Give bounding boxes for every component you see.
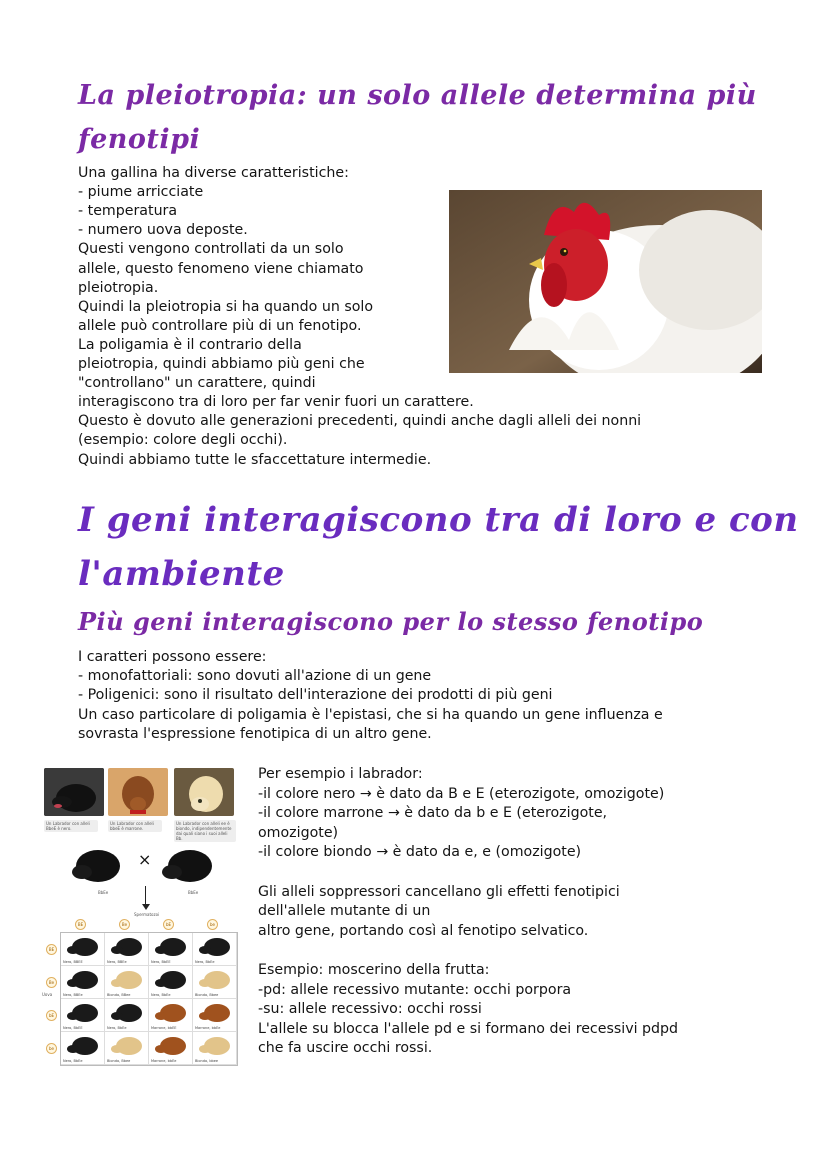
- s1-lines-line: Quindi la pleiotropia si ha quando un solo: [78, 298, 374, 315]
- section2-title-line2: l'ambiente: [78, 554, 285, 594]
- s1-lines-line: Una gallina ha diverse caratteristiche:: [78, 165, 349, 181]
- section2-title-line1: I geni interagiscono tra di loro e con: [78, 500, 799, 540]
- punnett-cell-label: Biondo, bbee: [195, 1059, 219, 1063]
- ex-lines-line: Esempio: moscerino della frutta:: [258, 962, 490, 978]
- dog-silhouette-icon: [61, 1032, 105, 1058]
- s2-lines-line: - monofattoriali: sono dovuti all'azione di un gene: [78, 668, 432, 685]
- s1-lines-line: allele può controllare più di un fenotipo.: [78, 317, 362, 334]
- ex-lines-line: che fa uscire occhi rossi.: [258, 1040, 433, 1057]
- s1-lines-line: Quindi abbiamo tutte le sfaccettature intermedie.: [78, 451, 432, 468]
- punnett-cell: [61, 933, 105, 966]
- cross-symbol: ×: [138, 850, 152, 869]
- s1-lines-line: - piume arricciate: [78, 184, 204, 201]
- s1-lines-line: Questi vengono controllati da un solo: [78, 241, 344, 258]
- ex-lines-line: -il colore biondo → è dato da e, e (omozigote): [258, 844, 582, 861]
- dog-silhouette-icon: [105, 999, 149, 1025]
- dog-silhouette-icon: [61, 966, 105, 992]
- gamete-top: be: [207, 919, 218, 930]
- punnett-cell: [105, 933, 149, 966]
- s1-lines-line: Questo è dovuto alle generazioni precedenti, quindi anche dagli alleli dei nonni: [78, 413, 642, 430]
- dog-silhouette-icon: [149, 966, 193, 992]
- punnett-cell: [149, 966, 193, 999]
- punnett-cell: [193, 999, 237, 1032]
- parent-dog-left: [72, 846, 122, 888]
- ex-lines-line: -su: allele recessivo: occhi rossi: [258, 1001, 482, 1018]
- dog-silhouette-icon: [193, 1032, 237, 1058]
- punnett-cell: [105, 999, 149, 1032]
- dog-silhouette-icon: [193, 933, 237, 959]
- caption-blond: Un Labrador con alleli ee è biondo, indipendentemente dai quali siano i suoi alleli Bb.: [174, 820, 236, 842]
- s1-lines-line: pleiotropia.: [78, 279, 159, 296]
- s2-lines-line: sovrasta l'espressione fenotipica di un altro gene.: [78, 725, 432, 742]
- punnett-cell: [105, 1032, 149, 1065]
- parent-dog-right: [160, 846, 216, 888]
- punnett-cell-label: Nero, BBEe: [63, 993, 83, 997]
- punnett-cell-label: Nero, BbEe: [195, 960, 215, 964]
- cross-arrow: [145, 886, 146, 906]
- dog-silhouette-icon: [105, 1032, 149, 1058]
- punnett-cell: [61, 1032, 105, 1065]
- dog-silhouette-icon: [61, 933, 105, 959]
- ova-label: Uova: [42, 992, 53, 997]
- punnett-cell: [61, 999, 105, 1032]
- section1-title-line1: La pleiotropia: un solo allele determina più: [78, 80, 757, 111]
- punnett-cell-label: Nero, BbEe: [107, 1026, 127, 1030]
- gamete-left: Be: [46, 977, 57, 988]
- gamete-top: bE: [163, 919, 174, 930]
- s1-lines-line: allele, questo fenomeno viene chiamato: [78, 260, 364, 277]
- ex-lines-line: -il colore marrone → è dato da b e E (eterozigote,: [258, 805, 608, 822]
- caption-black: Un Labrador con alleli BbeE è nero.: [44, 820, 98, 832]
- dog-silhouette-icon: [61, 999, 105, 1025]
- s1-lines-line: pleiotropia, quindi abbiamo più geni che: [78, 356, 365, 372]
- punnett-cell: [193, 966, 237, 999]
- s1-lines-line: - numero uova deposte.: [78, 222, 248, 239]
- s1-lines-line: interagiscono tra di loro per far venir fuori un carattere.: [78, 394, 474, 411]
- black-labrador-photo: [44, 768, 104, 816]
- punnett-cell-label: Nero, BBEE: [63, 960, 83, 964]
- punnett-cell-label: Marrone, bbEe: [151, 1059, 177, 1063]
- gametes-label: Spermatozoi: [134, 912, 160, 917]
- gamete-top: BE: [75, 919, 86, 930]
- s1-lines-line: La poligamia è il contrario della: [78, 336, 302, 353]
- dog-silhouette-icon: [149, 1032, 193, 1058]
- s1-lines-line: - temperatura: [78, 203, 178, 220]
- punnett-cell: [193, 933, 237, 966]
- punnett-cell: [149, 999, 193, 1032]
- punnett-cell-label: Biondo, BBee: [107, 993, 131, 997]
- dog-silhouette-icon: [149, 933, 193, 959]
- gamete-left: bE: [46, 1010, 57, 1021]
- punnett-cell: [61, 966, 105, 999]
- arrow-head: [142, 904, 150, 910]
- punnett-cell-label: Marrone, bbEE: [151, 1026, 177, 1030]
- section2-subtitle: Più geni interagiscono per lo stesso fenotipo: [78, 607, 704, 636]
- labrador-figure: [42, 764, 238, 1064]
- dog-silhouette-icon: [149, 999, 193, 1025]
- s1-lines-line: (esempio: colore degli occhi).: [78, 432, 288, 449]
- ex-lines-line: dell'allele mutante di un: [258, 903, 431, 920]
- section1-title-line2: fenotipi: [78, 124, 201, 155]
- rooster-image: [449, 190, 762, 373]
- dog-silhouette-icon: [105, 966, 149, 992]
- ex-lines-line: omozigote): [258, 824, 339, 841]
- punnett-cell-label: Nero, BbEE: [63, 1026, 83, 1030]
- dog-silhouette-icon: [193, 966, 237, 992]
- punnett-cell: [149, 1032, 193, 1065]
- parent-label-left: BbEe: [98, 890, 109, 895]
- punnett-cell-label: Marrone, bbEe: [195, 1026, 221, 1030]
- punnett-cell: [149, 933, 193, 966]
- ex-lines-line: Gli alleli soppressori cancellano gli effetti fenotipici: [258, 883, 620, 900]
- ex-lines-line: L'allele su blocca l'allele pd e si formano dei recessivi pdpd: [258, 1020, 679, 1037]
- parent-label-right: BbEe: [188, 890, 199, 895]
- punnett-cell-label: Biondo, Bbee: [107, 1059, 131, 1063]
- gamete-left: be: [46, 1043, 57, 1054]
- punnett-cell: [193, 1032, 237, 1065]
- gamete-left: BE: [46, 944, 57, 955]
- s1-lines-line: "controllano" un carattere, quindi: [78, 375, 316, 392]
- s2-lines-line: Un caso particolare di poligamia è l'epistasi, che si ha quando un gene influenza e: [78, 706, 663, 723]
- punnett-cell-label: Nero, BBEe: [107, 960, 127, 964]
- gamete-top: Be: [119, 919, 130, 930]
- ex-lines-line: -pd: allele recessivo mutante: occhi porpora: [258, 981, 572, 998]
- ex-lines-line: -il colore nero → è dato da B e E (eterozigote, omozigote): [258, 785, 665, 802]
- ex-lines-line: Per esempio i labrador:: [258, 766, 423, 782]
- s2-lines-line: I caratteri possono essere:: [78, 649, 267, 665]
- blond-labrador-photo: [174, 768, 234, 816]
- brown-labrador-photo: [108, 768, 168, 816]
- dog-silhouette-icon: [193, 999, 237, 1025]
- s2-lines-line: - Poligenici: sono il risultato dell'interazione dei prodotti di più geni: [78, 687, 553, 704]
- punnett-cell-label: Nero, BbEe: [63, 1059, 83, 1063]
- punnett-cell: [105, 966, 149, 999]
- punnett-square: [60, 932, 238, 1066]
- punnett-cell-label: Biondo, Bbee: [195, 993, 219, 997]
- punnett-cell-label: Nero, BbEE: [151, 960, 171, 964]
- punnett-cell-label: Nero, BbEe: [151, 993, 171, 997]
- ex-lines-line: altro gene, portando così al fenotipo selvatico.: [258, 922, 589, 939]
- caption-brown: Un Labrador con alleli bbeE è marrone.: [108, 820, 162, 832]
- dog-silhouette-icon: [105, 933, 149, 959]
